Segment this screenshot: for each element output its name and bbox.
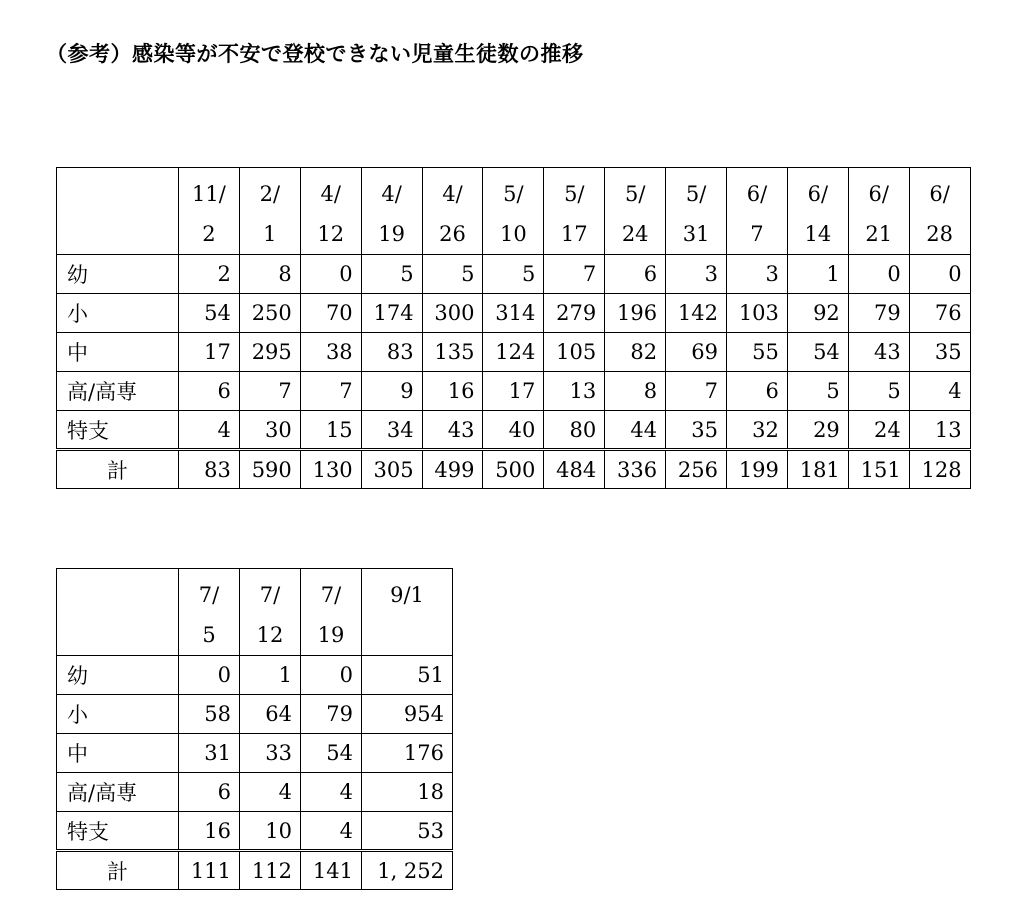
total-cell: 484: [544, 450, 605, 489]
date-header-day: 5: [202, 623, 216, 647]
page-title: （参考）感染等が不安で登校できない児童生徒数の推移: [46, 42, 584, 66]
value-cell: 300: [422, 294, 483, 333]
value-cell: 64: [240, 695, 301, 734]
date-header-day: 19: [378, 222, 405, 246]
table-row: [57, 411, 971, 450]
data-table-1: [56, 167, 971, 489]
corner-cell: [57, 569, 179, 656]
value-cell: 54: [179, 294, 240, 333]
table-row: [57, 734, 453, 773]
date-header: [239, 168, 300, 255]
date-header-day: 14: [804, 222, 832, 246]
value-cell: 295: [239, 333, 300, 372]
value-cell: 5: [483, 255, 544, 294]
value-cell: 0: [848, 255, 909, 294]
table-row: [57, 255, 971, 294]
value-cell: 7: [544, 255, 605, 294]
table-row: [57, 294, 971, 333]
data-table-2: [56, 568, 453, 890]
date-header: [483, 168, 544, 255]
date-header-month: 11/: [192, 182, 226, 206]
value-cell: 135: [422, 333, 483, 372]
row-label: 特支: [57, 812, 179, 851]
value-cell: 31: [179, 734, 240, 773]
date-header: [727, 168, 788, 255]
value-cell: 4: [179, 411, 240, 450]
date-header: [787, 168, 848, 255]
value-cell: 40: [483, 411, 544, 450]
value-cell: 2: [179, 255, 240, 294]
value-cell: 124: [483, 333, 544, 372]
date-header: [605, 168, 666, 255]
date-header-month: 5/: [685, 182, 707, 206]
value-cell: 8: [605, 372, 666, 411]
total-cell: 499: [422, 450, 483, 489]
date-header: [240, 569, 301, 656]
date-header-month: 6/: [807, 182, 829, 206]
total-cell: 256: [666, 450, 727, 489]
date-header-day: 12: [256, 623, 284, 647]
value-cell: 33: [240, 734, 301, 773]
header-row: [57, 168, 971, 255]
date-header-day: 26: [439, 222, 466, 246]
value-cell: 174: [361, 294, 422, 333]
value-cell: 5: [848, 372, 909, 411]
value-cell: 0: [300, 255, 361, 294]
total-cell: 151: [848, 450, 909, 489]
date-header-day: 24: [621, 222, 649, 246]
value-cell: 6: [179, 372, 240, 411]
value-cell: 76: [909, 294, 970, 333]
value-cell: 43: [422, 411, 483, 450]
date-header: [301, 569, 362, 656]
row-label: 小: [57, 294, 179, 333]
date-header-month: 9/1: [390, 583, 424, 607]
date-header-month: 4/: [381, 182, 402, 206]
value-cell: 6: [179, 773, 240, 812]
date-header-day: 31: [682, 222, 710, 246]
value-cell: 53: [362, 812, 453, 851]
corner-cell: [57, 168, 179, 255]
value-cell: 82: [605, 333, 666, 372]
date-header-month: 2/: [259, 182, 281, 206]
total-row: [57, 851, 453, 890]
total-cell: 128: [909, 450, 970, 489]
date-header-day: 19: [317, 623, 345, 647]
row-label: 幼: [57, 656, 179, 695]
date-header-month: 5/: [503, 182, 524, 206]
value-cell: 4: [301, 773, 362, 812]
date-header-day: 2: [202, 222, 216, 246]
value-cell: 279: [544, 294, 605, 333]
value-cell: 15: [300, 411, 361, 450]
row-label: 中: [57, 734, 179, 773]
value-cell: 17: [179, 333, 240, 372]
value-cell: 51: [362, 656, 453, 695]
value-cell: 70: [300, 294, 361, 333]
row-label: 幼: [57, 255, 179, 294]
total-cell: 130: [300, 450, 361, 489]
value-cell: 69: [666, 333, 727, 372]
row-label: 特支: [57, 411, 179, 450]
table-row: [57, 812, 453, 851]
value-cell: 35: [666, 411, 727, 450]
value-cell: 954: [362, 695, 453, 734]
value-cell: 9: [361, 372, 422, 411]
table-row: [57, 333, 971, 372]
value-cell: 8: [239, 255, 300, 294]
date-header: [362, 569, 453, 656]
date-header: [300, 168, 361, 255]
value-cell: 7: [239, 372, 300, 411]
total-cell: 112: [240, 851, 301, 890]
date-header-month: 6/: [868, 182, 889, 206]
value-cell: 3: [666, 255, 727, 294]
value-cell: 92: [787, 294, 848, 333]
date-header: [361, 168, 422, 255]
value-cell: 79: [848, 294, 909, 333]
total-cell: 111: [179, 851, 240, 890]
value-cell: 105: [544, 333, 605, 372]
value-cell: 7: [300, 372, 361, 411]
date-header-month: 7/: [198, 583, 220, 607]
table-row: [57, 656, 453, 695]
value-cell: 0: [301, 656, 362, 695]
total-cell: 500: [483, 450, 544, 489]
total-cell: 305: [361, 450, 422, 489]
date-header-month: 6/: [746, 182, 768, 206]
table-row: [57, 695, 453, 734]
table-row: [57, 372, 971, 411]
value-cell: 44: [605, 411, 666, 450]
value-cell: 13: [909, 411, 970, 450]
value-cell: 10: [240, 812, 301, 851]
value-cell: 103: [727, 294, 788, 333]
value-cell: 176: [362, 734, 453, 773]
value-cell: 7: [666, 372, 727, 411]
value-cell: 6: [727, 372, 788, 411]
value-cell: 18: [362, 773, 453, 812]
value-cell: 79: [301, 695, 362, 734]
date-header: [422, 168, 483, 255]
total-row: [57, 450, 971, 489]
date-header-month: 4/: [442, 182, 463, 206]
row-label: 中: [57, 333, 179, 372]
value-cell: 16: [422, 372, 483, 411]
total-cell: 336: [605, 450, 666, 489]
value-cell: 142: [666, 294, 727, 333]
total-cell: 199: [727, 450, 788, 489]
value-cell: 58: [179, 695, 240, 734]
value-cell: 13: [544, 372, 605, 411]
value-cell: 38: [300, 333, 361, 372]
header-row: [57, 569, 453, 656]
value-cell: 35: [909, 333, 970, 372]
date-header-month: 4/: [320, 182, 341, 206]
value-cell: 4: [301, 812, 362, 851]
date-header-day: 10: [500, 222, 527, 246]
row-label: 高/高専: [57, 773, 179, 812]
value-cell: 80: [544, 411, 605, 450]
date-header: [848, 168, 909, 255]
date-header: [544, 168, 605, 255]
date-header: [179, 168, 240, 255]
value-cell: 196: [605, 294, 666, 333]
date-header-month: 7/: [259, 583, 281, 607]
value-cell: 54: [301, 734, 362, 773]
value-cell: 4: [909, 372, 970, 411]
value-cell: 30: [239, 411, 300, 450]
value-cell: 16: [179, 812, 240, 851]
value-cell: 24: [848, 411, 909, 450]
value-cell: 1: [240, 656, 301, 695]
value-cell: 250: [239, 294, 300, 333]
date-header: [179, 569, 240, 656]
value-cell: 5: [787, 372, 848, 411]
total-cell: 590: [239, 450, 300, 489]
value-cell: 83: [361, 333, 422, 372]
value-cell: 5: [422, 255, 483, 294]
value-cell: 4: [240, 773, 301, 812]
row-label: 小: [57, 695, 179, 734]
value-cell: 1: [787, 255, 848, 294]
date-header-month: 7/: [320, 583, 342, 607]
date-header-day: 28: [926, 222, 953, 246]
value-cell: 314: [483, 294, 544, 333]
date-header-month: 5/: [564, 182, 585, 206]
value-cell: 43: [848, 333, 909, 372]
total-label: 計: [57, 851, 179, 890]
value-cell: 3: [727, 255, 788, 294]
date-header: [666, 168, 727, 255]
date-header-day: 12: [317, 222, 345, 246]
value-cell: 17: [483, 372, 544, 411]
date-header-day: 17: [560, 222, 588, 246]
row-label: 高/高専: [57, 372, 179, 411]
date-header-day: 1: [263, 222, 277, 246]
value-cell: 54: [787, 333, 848, 372]
total-cell: 83: [179, 450, 240, 489]
date-header-month: 5/: [624, 182, 646, 206]
value-cell: 0: [179, 656, 240, 695]
value-cell: 0: [909, 255, 970, 294]
value-cell: 6: [605, 255, 666, 294]
table-row: [57, 773, 453, 812]
value-cell: 5: [361, 255, 422, 294]
date-header-day: 21: [865, 222, 893, 246]
value-cell: 55: [727, 333, 788, 372]
date-header: [909, 168, 970, 255]
value-cell: 29: [787, 411, 848, 450]
total-cell: 141: [301, 851, 362, 890]
total-cell: 1, 252: [362, 851, 453, 890]
total-label: 計: [57, 450, 179, 489]
value-cell: 32: [727, 411, 788, 450]
date-header-month: 6/: [929, 182, 950, 206]
date-header-day: 7: [750, 222, 764, 246]
total-cell: 181: [787, 450, 848, 489]
value-cell: 34: [361, 411, 422, 450]
